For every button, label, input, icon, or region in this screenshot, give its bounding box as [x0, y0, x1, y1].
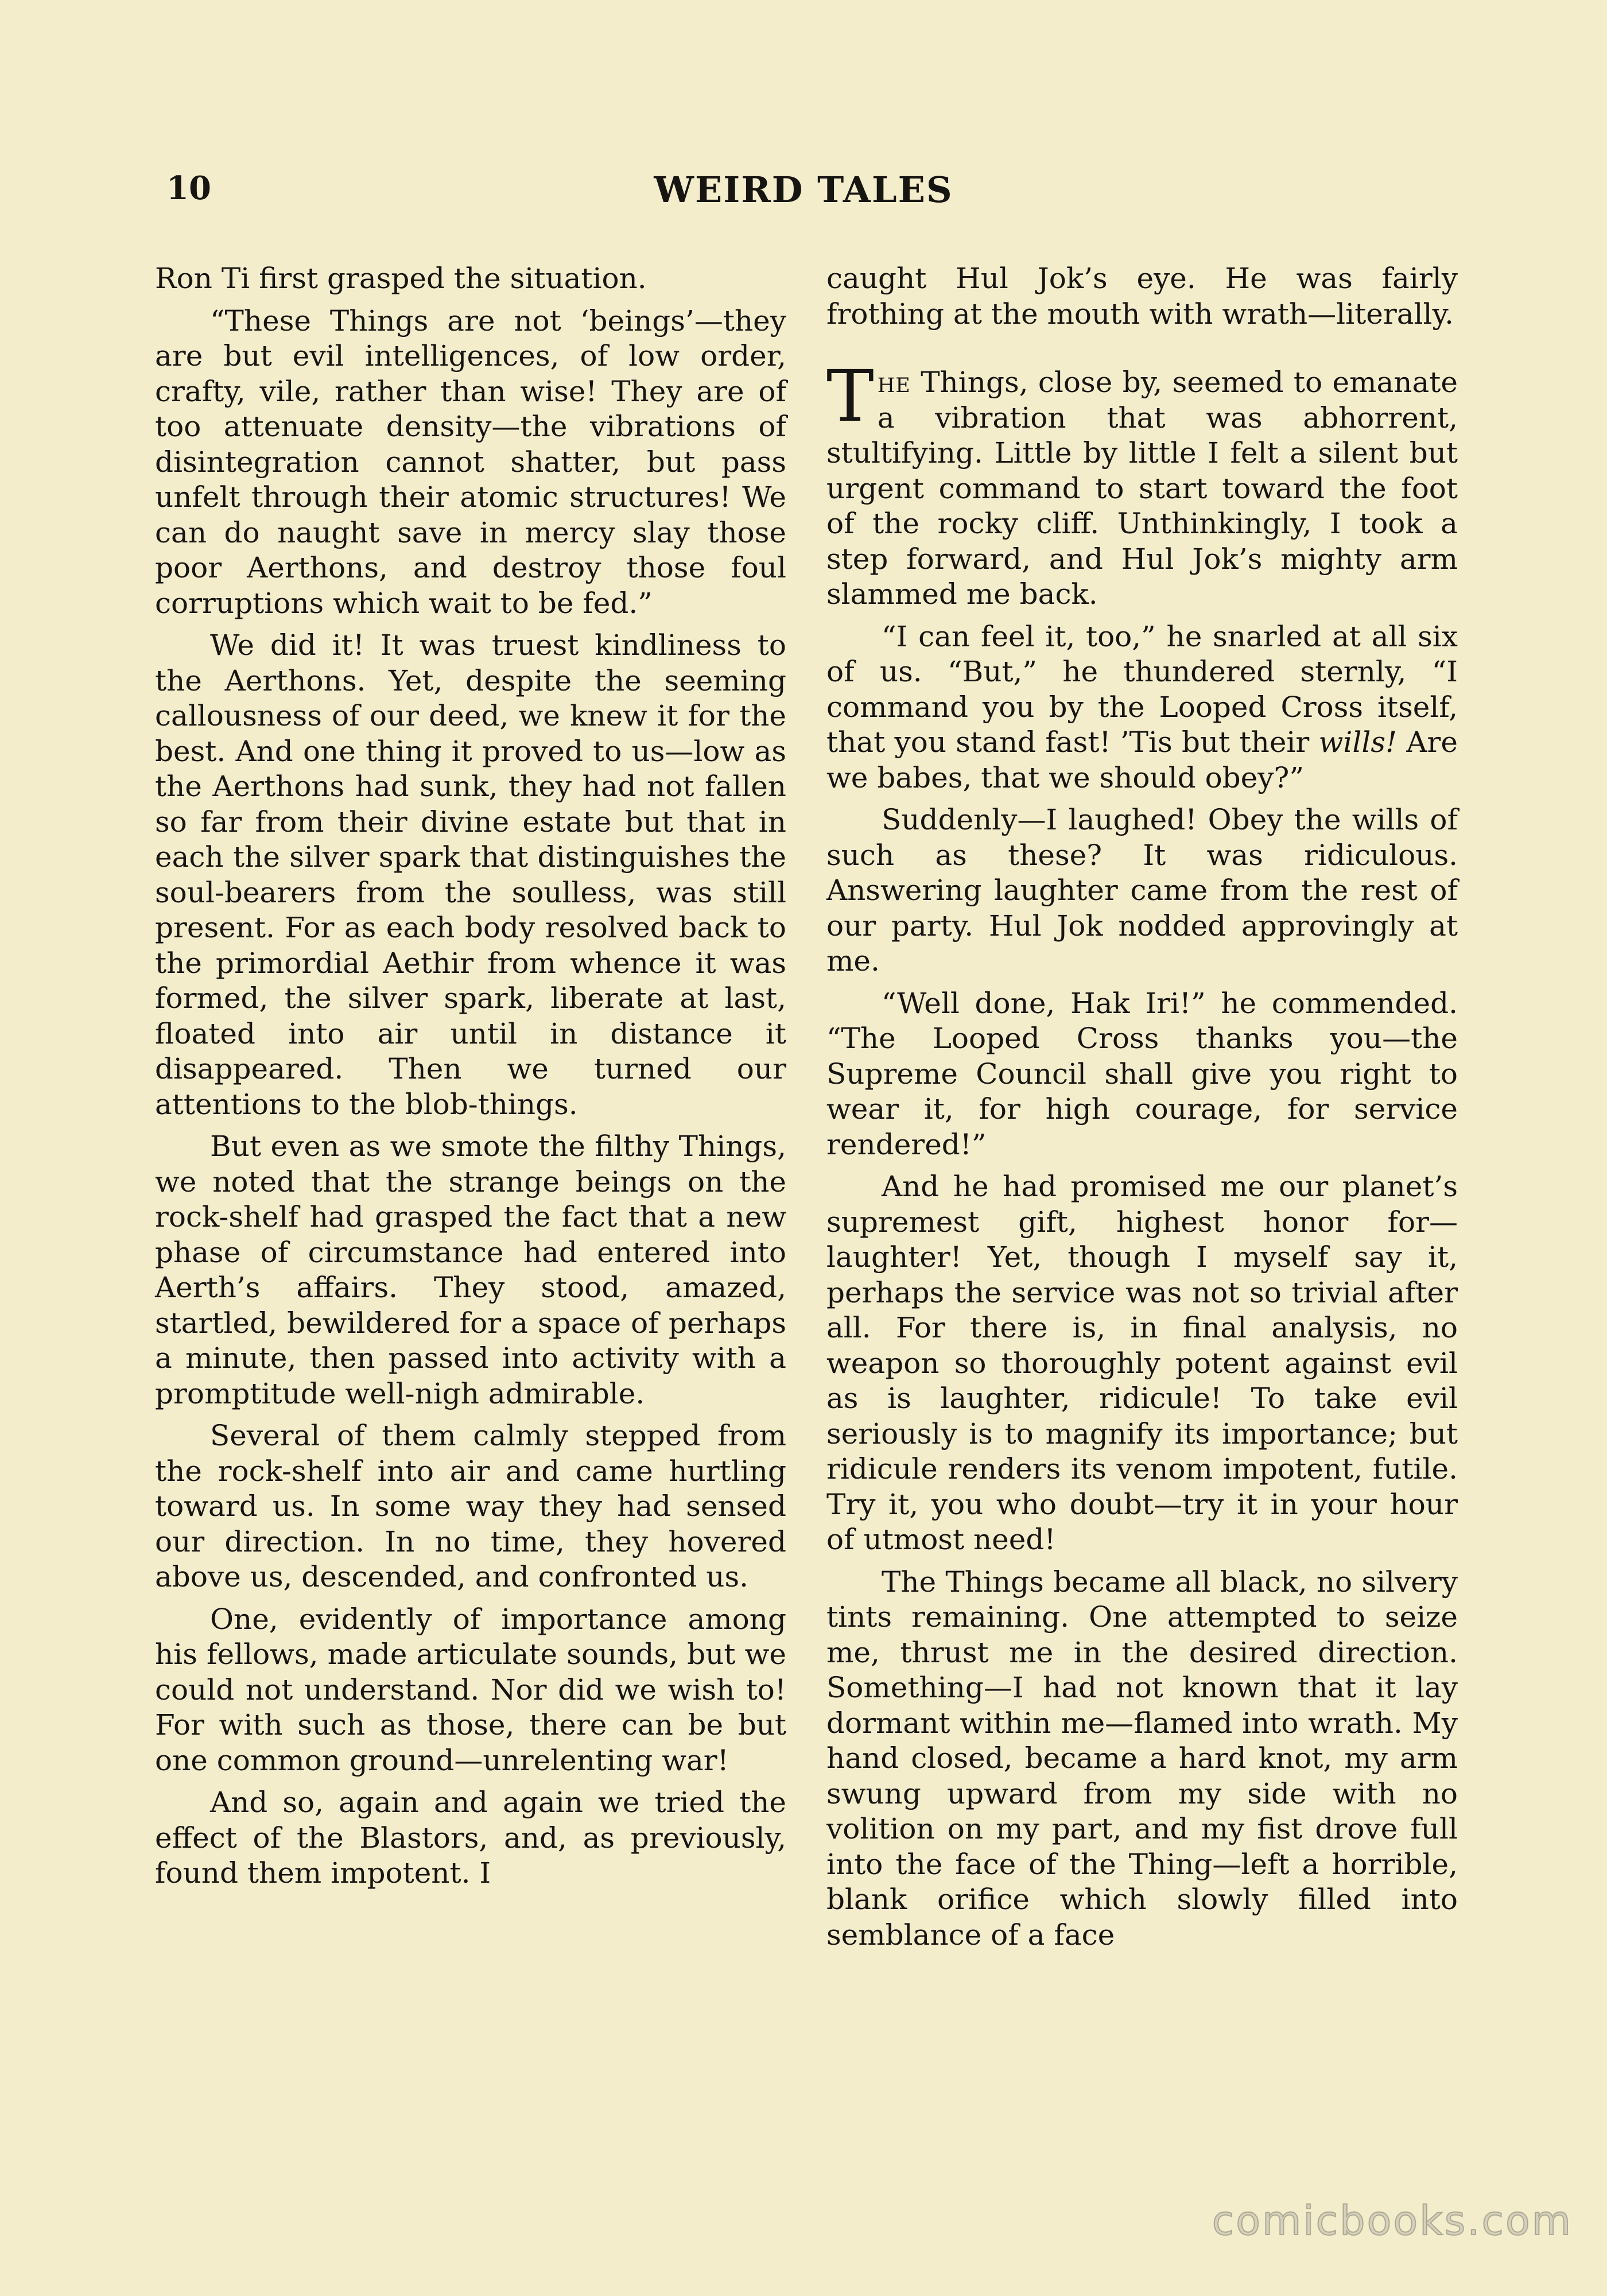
italic-emphasis: wills! — [1318, 726, 1398, 759]
page-number: 10 — [166, 169, 211, 207]
section-opening-paragraph — [826, 355, 1458, 612]
paragraph: And he had promised me our planet’s supremest gift, highest honor for—laughter! Yet, though I myself say it, perhaps the service was not so trivial after all. For there is, in final analysis, no weapon so thoroughly potent against evil as is laughter, ridicule! To take evil seriously is to magnify its importance; but ridicule renders its venom impotent, futile. Try it, you who doubt—try it in your hour of utmost need! — [826, 1170, 1458, 1556]
continued-paragraph: caught Hul Jok’s eye. He was fairly frothing at the mouth with wrath—literally. — [826, 262, 1458, 331]
small-caps-lead: he — [877, 366, 911, 399]
paragraph-text: Are we babes, that we should obey?” — [826, 726, 1458, 794]
paragraph: But even as we smote the filthy Things, we noted that the strange beings on the rock-shelf had grasped the fact that a new phase of circumstance had entered into Aerth’s affairs. They stood, amazed, startled, bewildered for a space of perhaps a minute, then passed into activity with a promptitude well-nigh admirable. — [155, 1130, 786, 1410]
right-column — [826, 261, 1458, 1953]
drop-cap: T — [826, 355, 874, 438]
paragraph: Suddenly—I laughed! Obey the wills of such as these? It was ridiculous. Answering laughter came from the rest of our party. Hul Jok nodded approvingly at me. — [826, 803, 1458, 978]
section-opening-text: Things, close by, seemed to emanate a vibration that was abhorrent, stultifying. Little by little I felt a silent but urgent command to start toward the foot of the rocky cliff. Unthinkingly, I took a step forward, and Hul Jok’s mighty arm slammed me back. — [826, 366, 1458, 611]
watermark: comicbooks.com — [1212, 2197, 1573, 2244]
running-head-title: WEIRD TALES — [654, 169, 953, 211]
paragraph: “These Things are not ‘beings’—they are but evil intelligences, of low order, crafty, vile, rather than wise! They are of too attenuate density—the vibrations of disintegration cannot shatter, but pass unfelt through their atomic structures! We can do naught save in mercy slay those poor Aerthons, and destroy those foul corruptions which wait to be fed.” — [155, 304, 786, 620]
paragraph: Several of them calmly stepped from the rock-shelf into air and came hurtling toward us. In some way they had sensed our direction. In no time, they hovered above us, descended, and confronted us. — [155, 1419, 786, 1593]
paragraph — [826, 619, 1458, 796]
paragraph-text: “I can feel it, too,” he snarled at all six of us. “But,” he thundered sternly, “I command you by the Looped Cross itself, that you stand fast! ’Tis but their — [826, 619, 1458, 759]
paragraph: One, evidently of importance among his fellows, made articulate sounds, but we could not understand. Nor did we wish to! For with such as those, there can be but one common ground—unrelenting war! — [155, 1602, 786, 1777]
paragraph: “Well done, Hak Iri!” he commended. “The Looped Cross thanks you—the Supreme Council shall give you right to wear it, for high courage, for service rendered!” — [826, 986, 1458, 1161]
paragraph: Ron Ti first grasped the situation. — [155, 262, 647, 295]
paragraph: And so, again and again we tried the effect of the Blastors, and, as previously, found them impotent. I — [155, 1786, 786, 1890]
paragraph: We did it! It was truest kindliness to the Aerthons. Yet, despite the seeming callousness of our deed, we knew it for the best. And one thing it proved to us—low as the Aerthons had sunk, they had not fallen so far from their divine estate but that in each the silver spark that distinguishes the soul-bearers from the soulless, was still present. For as each body resolved back to the primordial Aethir from whence it was formed, the silver spark, liberate at last, floated into air until in distance it disappeared. Then we turned our attentions to the blob-things. — [155, 629, 786, 1121]
paragraph: The Things became all black, no silvery tints remaining. One attempted to seize me, thrust me in the desired direction. Something—I had not known that it lay dormant within me—flamed into wrath. My hand closed, became a hard knot, my arm swung upward from my side with no volition on my part, and my fist drove full into the face of the Thing—left a horrible, blank orifice which slowly filled into semblance of a face — [826, 1565, 1458, 1952]
left-column — [155, 261, 786, 1891]
